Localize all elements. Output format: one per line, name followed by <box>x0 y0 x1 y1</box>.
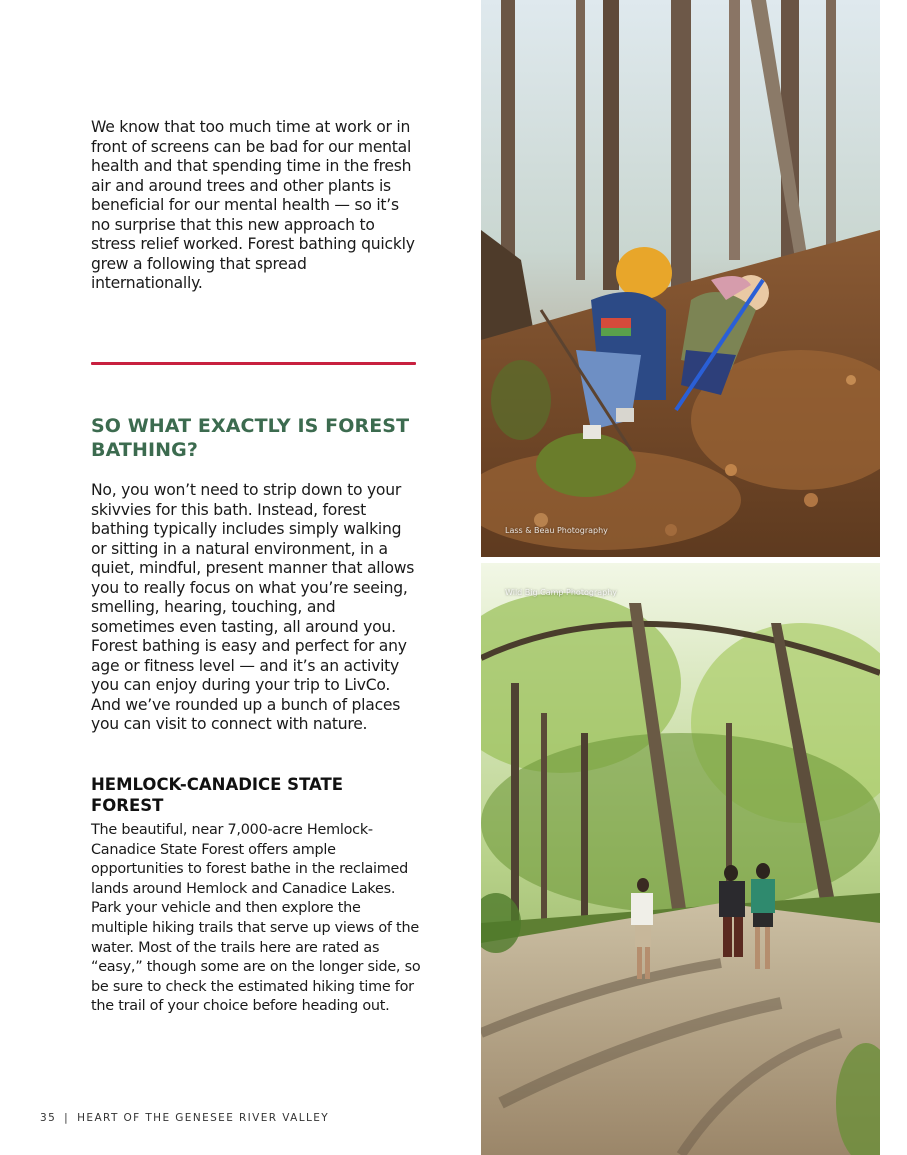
photo-children-forest <box>481 0 880 557</box>
photo-hikers-trail <box>481 563 880 1155</box>
place-heading: HEMLOCK-CANADICE STATE FOREST <box>91 775 344 815</box>
photo-children-forest-image <box>481 0 880 557</box>
page-number: 35 <box>40 1112 57 1124</box>
photo-credit-bottom: Wild Big Camp Photography <box>505 588 618 597</box>
section-heading: SO WHAT EXACTLY IS FOREST BATHING? <box>91 415 410 461</box>
page-footer <box>40 1112 329 1124</box>
footer-separator: | <box>64 1112 70 1124</box>
place-body: The beautiful, near 7,000-acre Hemlock-Canadice State Forest offers ample opportunities to forest bathe in the reclaimed lands around Hemlock and Canadice Lakes. Park your vehicle and then explore the multiple hiking trails that serve up views of the water. Most of the trails here are rated as “easy,” though some are on the longer side, so be sure to check the estimated hiking time for the trail of your choice before heading out. <box>91 822 421 1015</box>
photo-credit-top: Lass & Beau Photography <box>505 526 608 535</box>
section-divider <box>91 362 416 365</box>
intro-paragraph: We know that too much time at work or in front of screens can be bad for our mental health and that spending time in the fresh air and around trees and other plants is beneficial for our mental health — so it’s no surprise that this new approach to stress relief worked. Forest bathing quickly grew a following that spread internationally. <box>91 118 415 292</box>
section-body: No, you won’t need to strip down to your skivvies for this bath. Instead, forest bathing typically includes simply walking or sitting in a natural environment, in a quiet, mindful, present manner that allows you to really focus on what you’re seeing, smelling, hearing, touching, and sometimes even tasting, all around you. Forest bathing is easy and perfect for any age or fitness level — and it’s an activity you can enjoy during your trip to LivCo. And we’ve rounded up a bunch of places you can visit to connect with nature. <box>91 481 415 733</box>
photo-hikers-trail-image <box>481 563 880 1155</box>
publication-name: HEART OF THE GENESEE RIVER VALLEY <box>77 1112 330 1124</box>
